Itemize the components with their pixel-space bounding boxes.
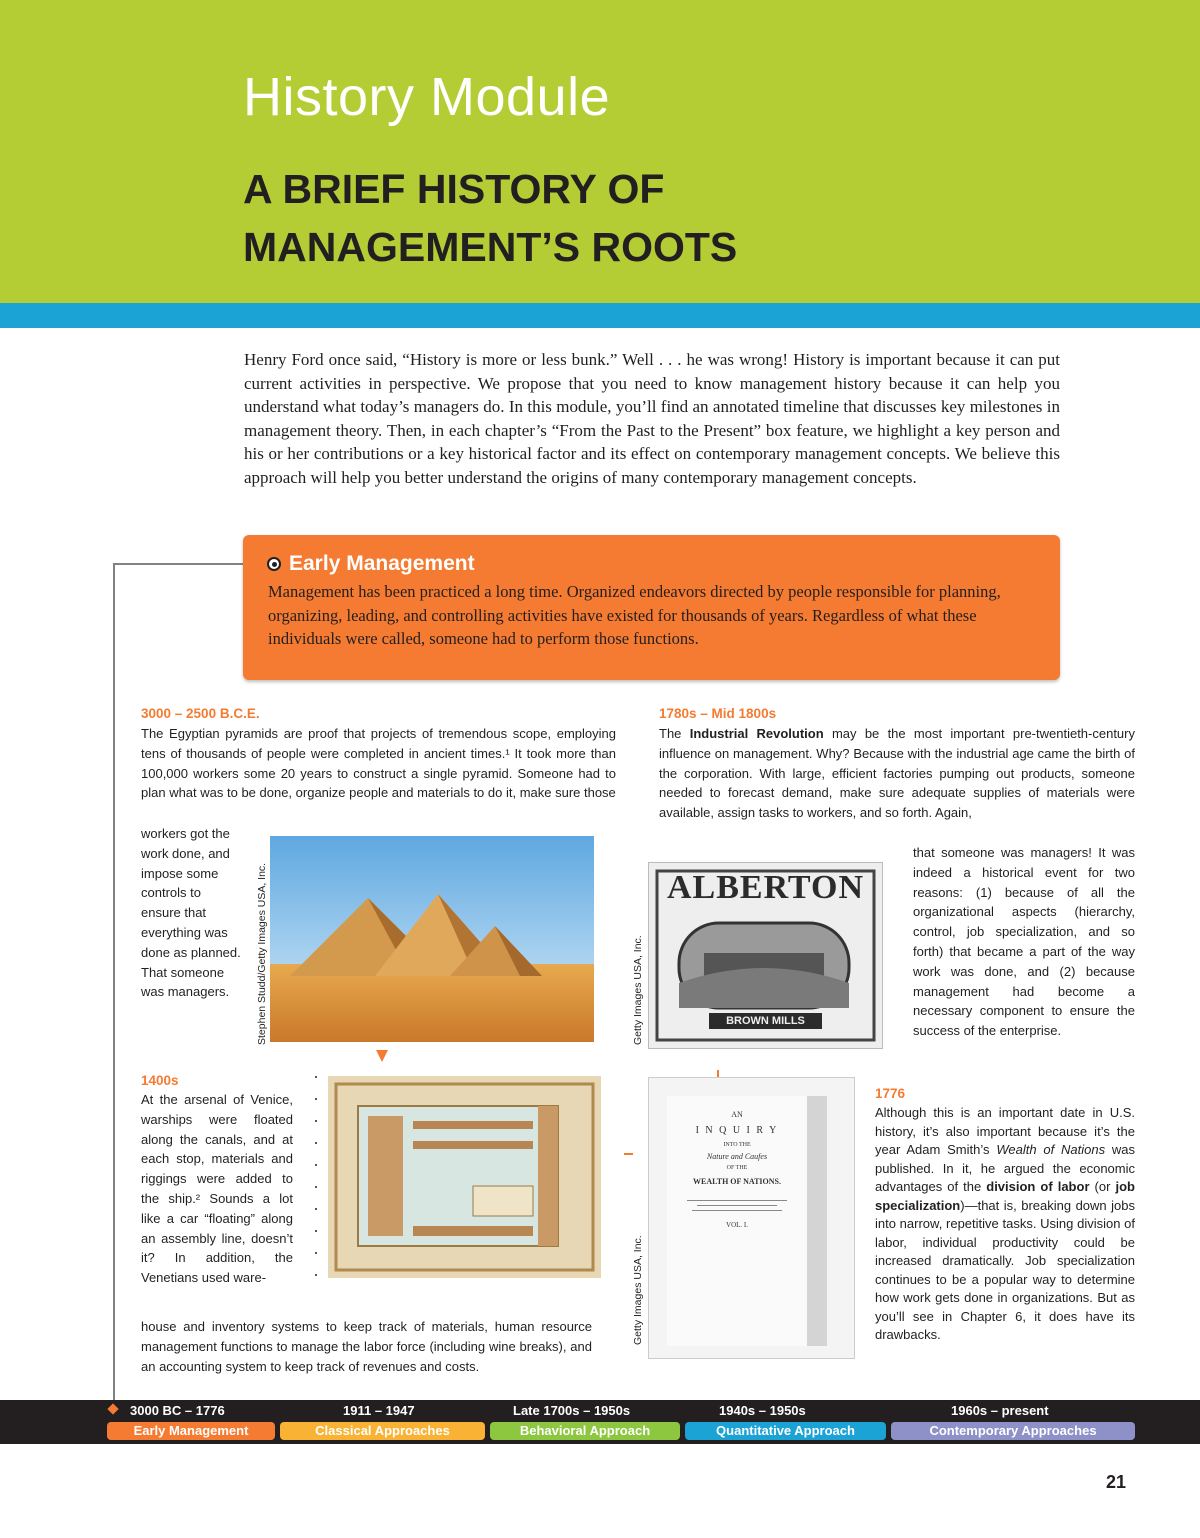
page-title-line1: A BRIEF HISTORY OF: [243, 166, 665, 212]
early-management-text: Management has been practiced a long time. Organized endeavors directed by people responsible for planning, organizing, leading, and controlling activities have existed for thousands of years. Regardless of what these individuals were called, someone had to perform those functions.: [268, 582, 1001, 648]
smith-text: [875, 1104, 1135, 1345]
book-line-7: VOL. I.: [726, 1221, 748, 1229]
smith-date: 1776: [875, 1086, 906, 1101]
industrial-text-lead: The: [659, 726, 690, 741]
timeline-bar: [0, 1400, 1200, 1444]
smith-book-title: Wealth of Nations: [996, 1142, 1106, 1157]
page-number: 21: [1106, 1472, 1127, 1492]
engraving-caption: BROWN MILLS: [709, 1013, 822, 1029]
smith-text-a: Although this is an important date in U.S. history, it’s also important because it’s the year Adam Smith’s: [875, 1105, 1135, 1157]
pyramids-illustration: [270, 836, 594, 1042]
alberton-mill-engraving: [648, 862, 883, 1049]
book-page: [667, 1096, 827, 1346]
pyramids-photo: [270, 836, 594, 1042]
timeline-chip-contemporary: Contemporary Approaches: [891, 1422, 1135, 1440]
pyramids-text: The Egyptian pyramids are proof that projects of tremendous scope, employing tens of thousands of people were completed in ancient times.¹ It took more than 100,000 workers some 20 years to construct a single pyramid. Someone had to plan what was to be done, organize people and materials to do it, make sure those: [141, 726, 616, 801]
timeline-chip-behavioral: Behavioral Approach: [490, 1422, 680, 1440]
timeline-date-3: 1940s – 1950s: [719, 1403, 806, 1418]
industrial-text: [659, 724, 1135, 823]
wealth-of-nations-title-page: [648, 1077, 855, 1359]
industrial-text-side: that someone was managers! It was indeed a historical event for two reasons: (1) because of all the organizational aspects (hierarchy, control, job specialization, and so forth) that became a part of the way work was done, and (2) because management had become a necessary component to ensure the success of the enterprise.: [913, 845, 1135, 1039]
smith-term-division: division of labor: [986, 1179, 1090, 1194]
book-line-6: WEALTH OF NATIONS.: [693, 1177, 781, 1186]
early-management-box: [243, 535, 1060, 680]
timeline-date-4: 1960s – present: [951, 1403, 1049, 1418]
pyramids-text-side: workers got the work done, and impose some controls to ensure that everything was done as planned. That someone was managers.: [141, 826, 241, 1000]
venice-map-illustration: [328, 1076, 601, 1278]
book-line-2: I N Q U I R Y: [695, 1125, 779, 1136]
timeline-chip-classical: Classical Approaches: [280, 1422, 485, 1440]
pyramids-photo-credit: Stephen Studd/Getty Images USA, Inc.: [256, 862, 268, 1045]
page-title-line2: MANAGEMENT’S ROOTS: [243, 224, 738, 270]
module-label: History Module: [243, 67, 611, 127]
venice-text-bottom: house and inventory systems to keep track of materials, human resource management functions to manage the labor force (including wine breaks), and an accounting system to keep track of revenues and costs.: [141, 1319, 592, 1374]
industrial-text-body: may be the most important pre-twentieth-century influence on management. Why? Because with the industrial age came the birth of the corporation. With large, efficient factories pumping out products, someone needed to forecast demand, make sure adequate supplies of materials were available, assign tasks to workers, and so forth. Again,: [659, 726, 1135, 821]
smith-photo-credit: Getty Images USA, Inc.: [632, 1235, 644, 1345]
industrial-date: 1780s – Mid 1800s: [659, 706, 777, 721]
timeline-connector-horizontal: [113, 563, 263, 565]
venice-text-side: At the arsenal of Venice, warships were floated along the canals, and at each stop, materials and riggings were added to the ship.² Sounds a lot like a car “floating” along an assembly line, doesn’t it? In addition, the Venetians used ware-: [141, 1092, 293, 1286]
pyramids-date: 3000 – 2500 B.C.E.: [141, 706, 260, 721]
book-line-3: INTO THE: [723, 1142, 751, 1148]
smith-text-d: )—that is, breaking down jobs into narrow, repetitive tasks. Using division of labor, individual productivity could be increased dramatically. Job specialization continues to be a popular way to determine how work gets done in organizations. But as you’ll see in Chapter 6, it does have its drawbacks.: [875, 1197, 1135, 1342]
smith-text-b: was published. In it, he argued the economic advantages of the: [875, 1142, 1135, 1194]
header-stripe: [0, 303, 1200, 328]
timeline-date-1: 1911 – 1947: [343, 1403, 415, 1418]
intro-paragraph: Henry Ford once said, “History is more or less bunk.” Well . . . he was wrong! History is important because it can put current activities in perspective. We propose that you need to know management history because it can help you understand what today’s managers do. In this module, you’ll find an annotated timeline that discusses key milestones in management theory. Then, in each chapter’s “From the Past to the Present” box feature, we highlight a key person and his or her contributions or a key historical factor and its effect on contemporary management concepts. We believe this approach will help you better understand the origins of many contemporary management concepts.: [244, 350, 1060, 487]
timeline-chip-quantitative: Quantitative Approach: [685, 1422, 886, 1440]
timeline-date-2: Late 1700s – 1950s: [513, 1403, 631, 1418]
book-line-5: OF THE: [726, 1165, 748, 1171]
book-line-4: Nature and Caufes: [706, 1152, 768, 1161]
early-management-title: Early Management: [289, 552, 475, 575]
industrial-photo-credit: Getty Images USA, Inc.: [632, 935, 644, 1045]
engraving-title: ALBERTON: [666, 869, 864, 906]
venice-date: 1400s: [141, 1073, 179, 1088]
map-edge-marks: [315, 1076, 317, 1276]
page-title: [243, 160, 737, 276]
timeline-date-0: 3000 BC – 1776: [130, 1403, 225, 1418]
smith-term-specialization: job specialization: [875, 1179, 1135, 1213]
timeline-tick-mark-2: [624, 1153, 633, 1155]
timeline-diamond-icon: [107, 1403, 118, 1414]
venice-arsenal-map: [328, 1076, 601, 1278]
timeline-connector-vertical: [113, 564, 115, 1410]
industrial-term: Industrial Revolution: [689, 726, 824, 741]
timeline-arrow-icon: [376, 1050, 388, 1062]
timeline-chip-early: Early Management: [107, 1422, 275, 1440]
smith-text-c: (or: [1089, 1179, 1116, 1194]
timeline-bullet-icon: [267, 557, 281, 571]
book-line-1: AN: [731, 1110, 743, 1119]
